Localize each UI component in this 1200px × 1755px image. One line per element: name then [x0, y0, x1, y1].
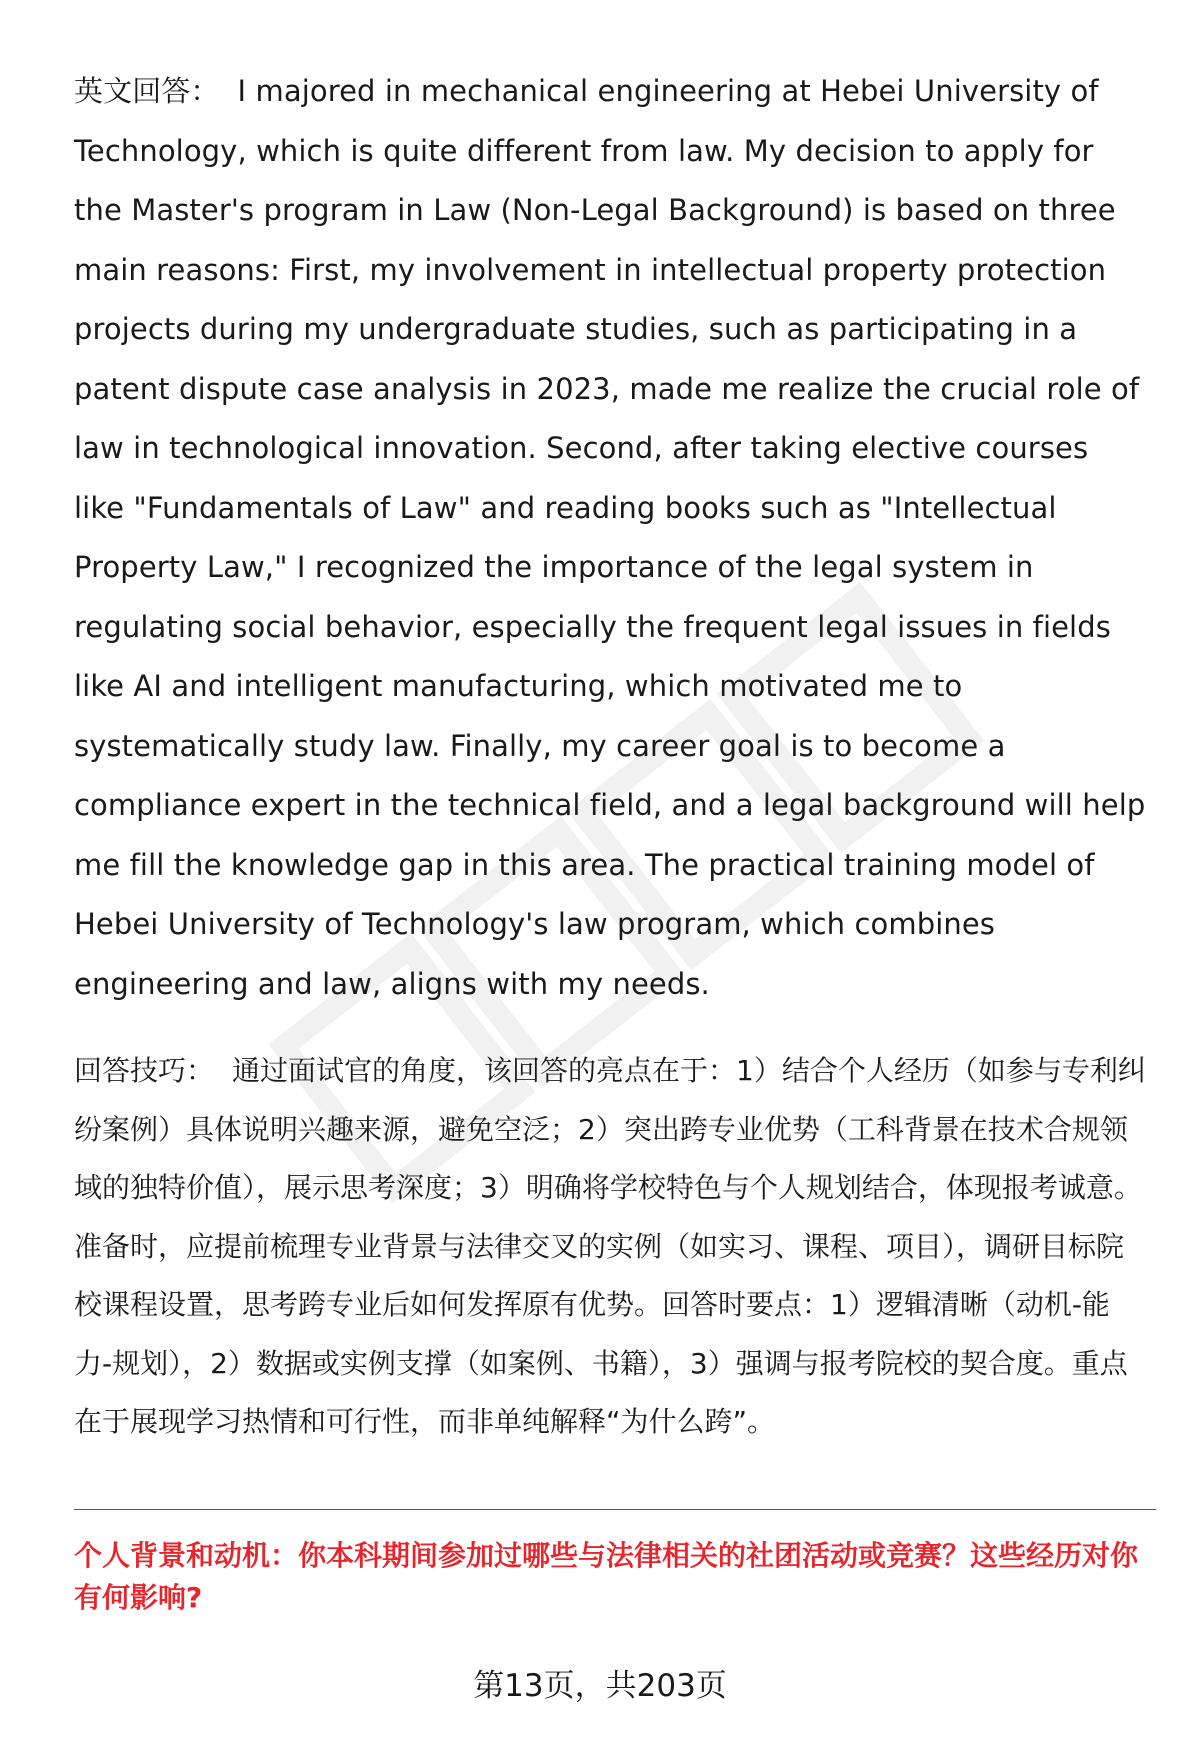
prep-paragraph: 准备时，应提前梳理专业背景与法律交叉的实例（如实习、课程、项目），调研目标院校课程设置，思考跨专业后如何发挥原有优势。回答时要点：1）逻辑清晰（动机-能力-规划），2）数据或实例支撑（如案例、书籍），3）强调与报考院校的契合度。重点在于展现学习热情和可行性，而非单纯解释“为什么跨”。	[74, 1229, 1128, 1438]
tips-label: 回答技巧：	[74, 1054, 215, 1087]
page-number: 第13页，共203页	[473, 1668, 727, 1704]
english-answer-label: 英文回答：	[74, 74, 220, 108]
english-answer-text: I majored in mechanical engineering at Hebei University of Technology, which is quite different from law. My decision to apply for the Master's program in Law (Non-Legal Background) is based on three main reasons: First, my involvement in intellectual property protection projects during my undergraduate studies, such as participating in a patent dispute case analysis in 2023, made me realize the crucial role of law in technological innovation. Second, after taking elective courses like "Fundamentals of Law" and reading books such as "Intellectual Property Law," I recognized the importance of the legal system in regulating social behavior, especially the frequent legal issues in fields like AI and intelligent manufacturing, which motivated me to systematically study law. Finally, my career goal is to become a compliance expert in the technical field, and a legal background will help me fill the knowledge gap in this area. The practical training model of Hebei University of Technology's law program, which combines engineering and law, aligns with my needs.	[74, 74, 1146, 1001]
section-divider	[74, 1509, 1156, 1510]
next-question-heading: 个人背景和动机：你本科期间参加过哪些与法律相关的社团活动或竞赛？这些经历对你有何影响?	[74, 1539, 1139, 1614]
main-content	[74, 62, 1146, 1452]
tips-text: 通过面试官的角度，该回答的亮点在于：1）结合个人经历（如参与专利纠纷案例）具体说明兴趣来源，避免空泛；2）突出跨专业优势（工科背景在技术合规领域的独特价值），展示思考深度；3）明确将学校特色与个人规划结合，体现报考诚意。	[74, 1054, 1146, 1204]
answer-tips	[74, 1042, 1146, 1452]
tips-paragraph	[74, 1042, 1146, 1218]
english-answer	[74, 62, 1146, 1014]
